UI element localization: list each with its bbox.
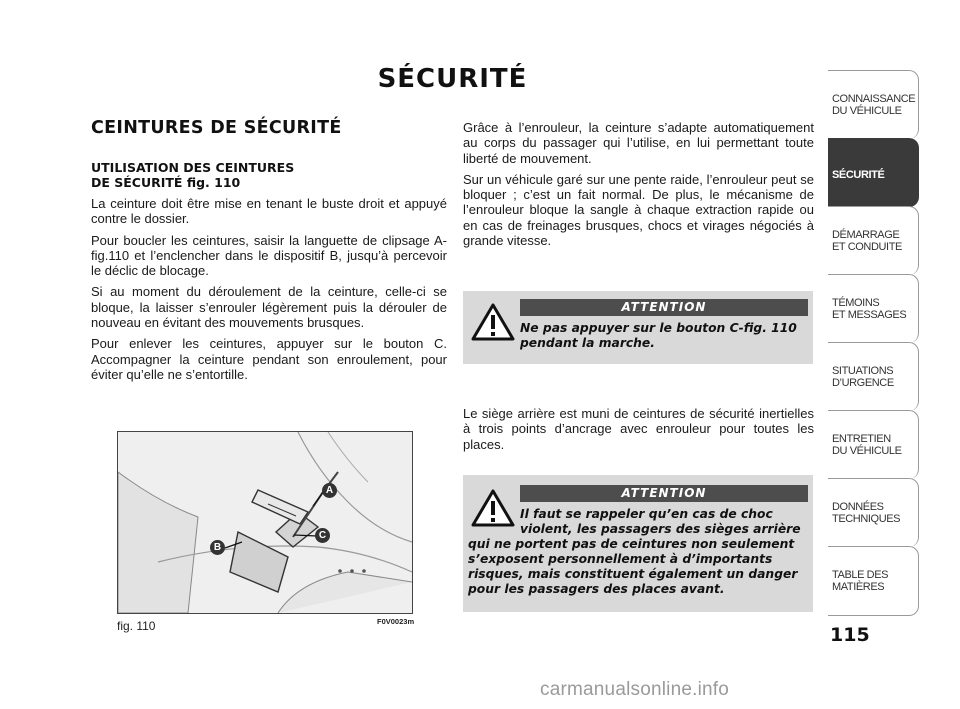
section-title: CEINTURES DE SÉCURITÉ [91,118,342,138]
right-column [463,120,814,254]
right-column-middle [463,406,814,458]
tab-temoins-et-messages[interactable] [828,274,919,343]
tab-table-des-matieres[interactable] [828,546,919,616]
warning-triangle-icon [471,303,515,341]
tab-label: DÉMARRAGE ET CONDUITE [832,229,902,253]
warning-box [463,291,813,364]
paragraph: Le siège arrière est muni de ceintures de sécurité inertielles à trois points d’ancrage avec enrouleur pour toutes les places. [463,406,814,452]
tab-label: TÉMOINS ET MESSAGES [832,297,907,321]
tab-label: SITUATIONS D’URGENCE [832,365,894,389]
seatbelt-drawing [118,432,412,613]
page-number: 115 [830,624,870,646]
paragraph: Grâce à l’enrouleur, la ceinture s’adapte automatiquement au corps du passager qui l’utilise, en lui permettant toute liberté de mouvement. [463,120,814,166]
warning-heading: ATTENTION [520,485,808,502]
warning-box [463,475,813,612]
warning-heading: ATTENTION [520,299,808,316]
tab-label: DONNÉES TECHNIQUES [832,501,901,525]
tab-situations-d-urgence[interactable] [828,342,919,411]
figure-code: F0V0023m [377,617,415,626]
paragraph: Pour boucler les ceintures, saisir la languette de clipsage A-fig.110 et l’enclencher dans le dispositif B, jusqu’à percevoir le déclic de blocage. [91,232,447,279]
left-column [91,118,447,388]
figure-label-a: A [322,483,337,498]
tab-label: TABLE DES MATIÈRES [832,569,889,593]
tab-connaissance-du-vehicule[interactable] [828,70,919,139]
paragraph: Pour enlever les ceintures, appuyer sur le bouton C. Accompagner la ceinture pendant son enroulement, pour éviter qu’elle ne s’entortille. [91,336,447,382]
tab-demarrage-et-conduite[interactable] [828,206,919,275]
watermark: carmanualsonline.info [540,679,730,700]
tab-donnees-techniques[interactable] [828,478,919,547]
subsection-title-line1: UTILISATION DES CEINTURES [91,160,295,175]
warning-text: Ne pas appuyer sur le bouton C-fig. 110 pendant la marche. [520,321,797,350]
warning-text-content: Il faut se rappeler qu’en cas de choc violent, les passagers des sièges arrière qui ne portent pas de ceintures non seulement s’exposent personnellement à d’importants risques, mais constituent également un danger pour les passagers des places avant. [468,507,801,596]
tab-securite[interactable] [828,138,919,207]
paragraph: Si au moment du déroulement de la ceinture, celle-ci se bloque, la laisser s’enrouler légèrement puis la dérouler de nouveau en évitant des mouvements brusques. [91,284,447,331]
warning-text [468,507,808,597]
seatbelt-illustration [117,431,413,614]
subsection-title [91,160,447,190]
subsection-title-line2: DE SÉCURITÉ fig. 110 [91,175,241,190]
figure-caption: fig. 110 [117,619,156,633]
tab-label: ENTRETIEN DU VÉHICULE [832,433,902,457]
paragraph: La ceinture doit être mise en tenant le buste droit et appuyé contre le dossier. [91,196,447,227]
figure-label-c: C [315,528,330,543]
figure-label-b: B [210,540,225,555]
page-title: SÉCURITÉ [377,64,528,94]
paragraph: Sur un véhicule garé sur une pente raide, l’enrouleur peut se bloquer ; c’est un fait normal. De plus, le mécanisme de l’enrouleur bloque la sangle à chaque extraction rapide ou en cas de freinages brusques, chocs et virages négociés à grande vitesse. [463,171,814,249]
tab-label: SÉCURITÉ [832,169,885,181]
tab-label: CONNAISSANCE DU VÉHICULE [832,93,916,117]
tab-entretien-du-vehicule[interactable] [828,410,919,479]
